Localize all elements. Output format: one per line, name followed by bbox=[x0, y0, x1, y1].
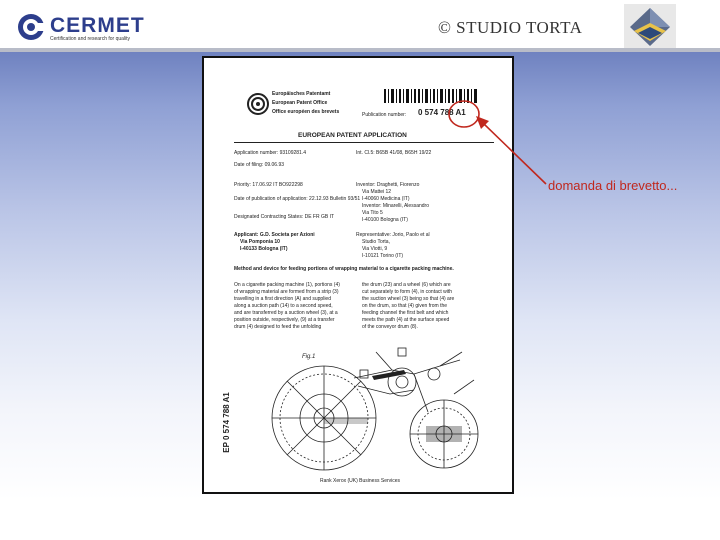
annotation-text: domanda di brevetto... bbox=[548, 178, 678, 193]
inventor-line-5: Via Tito 5 bbox=[362, 210, 383, 216]
abstract-right-line-1: the drum (23) and a wheel (6) which are bbox=[362, 282, 451, 288]
invention-title: Method and device for feeding portions of wrapping material to a cigarette packing machine. bbox=[234, 266, 454, 272]
abstract-right-line-7: of the conveyor drum (8). bbox=[362, 324, 418, 330]
applicant-name: Applicant: G.D. Societa per Azioni bbox=[234, 232, 315, 238]
representative-line-2: Studio Torta, bbox=[362, 239, 390, 245]
representative-line-1: Representative: Jorio, Paolo et al bbox=[356, 232, 430, 238]
abstract-right-line-4: on the drum, so that (4) given from the bbox=[362, 303, 448, 309]
date-filing: Date of filing: 09.06.93 bbox=[234, 162, 285, 168]
office-name-en: European Patent Office bbox=[272, 100, 328, 106]
patent-figure-drawing bbox=[264, 334, 494, 484]
cermet-logo bbox=[16, 12, 156, 44]
slide-header bbox=[0, 0, 720, 50]
date-publication: Date of publication of application: 22.12.93 Bulletin 93/51 bbox=[234, 196, 361, 202]
office-name-de: Europäisches Patentamt bbox=[272, 91, 331, 97]
designated-states: Designated Contracting States: DE FR GB IT bbox=[234, 214, 335, 220]
application-number: Application number: 93109281.4 bbox=[234, 150, 306, 156]
studio-copyright-label: © STUDIO TORTA bbox=[438, 18, 583, 37]
abstract-line-6: position outside, respectively, (9) at a transfer bbox=[234, 317, 335, 323]
side-publication-number: EP 0 574 788 A1 bbox=[221, 392, 231, 453]
brand-name: CERMET bbox=[50, 14, 145, 37]
inventor-line-6: I-40100 Bologna (IT) bbox=[362, 217, 408, 223]
representative-line-4: I-10121 Torino (IT) bbox=[362, 253, 404, 259]
publication-number: 0 574 788 A1 bbox=[418, 108, 466, 117]
abstract-line-4: along a suction path (14) to a second speed, bbox=[234, 303, 333, 309]
abstract-line-7: drum (4) designed to feed the unfolding bbox=[234, 324, 322, 330]
barcode bbox=[384, 89, 480, 103]
doc-type-title: EUROPEAN PATENT APPLICATION bbox=[298, 132, 407, 139]
int-cl: Int. Cl.5: B65B 41/08, B65H 19/22 bbox=[356, 150, 432, 156]
office-name-fr: Office européen des brevets bbox=[272, 109, 340, 115]
doc-divider bbox=[234, 142, 494, 143]
abstract-line-3: travelling in a first direction (A) and supplied bbox=[234, 296, 331, 302]
studio-torta-logo-icon bbox=[624, 4, 676, 50]
brand-tagline: Certification and research for quality bbox=[50, 36, 131, 42]
cermet-logo-icon bbox=[16, 12, 46, 42]
studio-torta-logo bbox=[624, 4, 676, 50]
inventor-line-1: Inventor: Draghetti, Fiorenzo bbox=[356, 182, 420, 188]
abstract-line-5: and are transferred by a suction wheel (3), at a bbox=[234, 310, 338, 316]
document-footer: Rank Xerox (UK) Business Services bbox=[320, 478, 401, 484]
inventor-line-4: Inventor: Minarelli, Alessandro bbox=[362, 203, 429, 209]
inventor-line-2: Via Mattei 12 bbox=[362, 189, 392, 195]
epo-emblem-icon bbox=[246, 92, 270, 116]
abstract-right-line-6: meets the path (4) at the surface speed bbox=[362, 317, 450, 323]
figure-label: Fig.1 bbox=[302, 354, 316, 360]
abstract-line-2: of wrapping material are formed from a strip (3) bbox=[234, 289, 339, 295]
applicant-address-1: Via Pomponia 10 bbox=[240, 239, 280, 245]
representative-line-3: Via Viotti, 9 bbox=[362, 246, 388, 252]
patent-document bbox=[202, 56, 514, 494]
publication-number-label: Publication number: bbox=[362, 112, 407, 118]
abstract-right-line-3: the suction wheel (3) being so that (4) are bbox=[362, 296, 455, 302]
inventor-line-3: I-40060 Medicina (IT) bbox=[362, 196, 410, 202]
priority: Priority: 17.06.92 IT BO922298 bbox=[234, 182, 303, 188]
abstract-right-line-2: cut separately to form (4), in contact with bbox=[362, 289, 453, 295]
abstract-line-1: On a cigarette packing machine (1), portions (4) bbox=[234, 282, 340, 288]
abstract-right-line-5: feeding channel the first belt and which bbox=[362, 310, 449, 316]
applicant-address-2: I-40133 Bologna (IT) bbox=[240, 246, 288, 252]
